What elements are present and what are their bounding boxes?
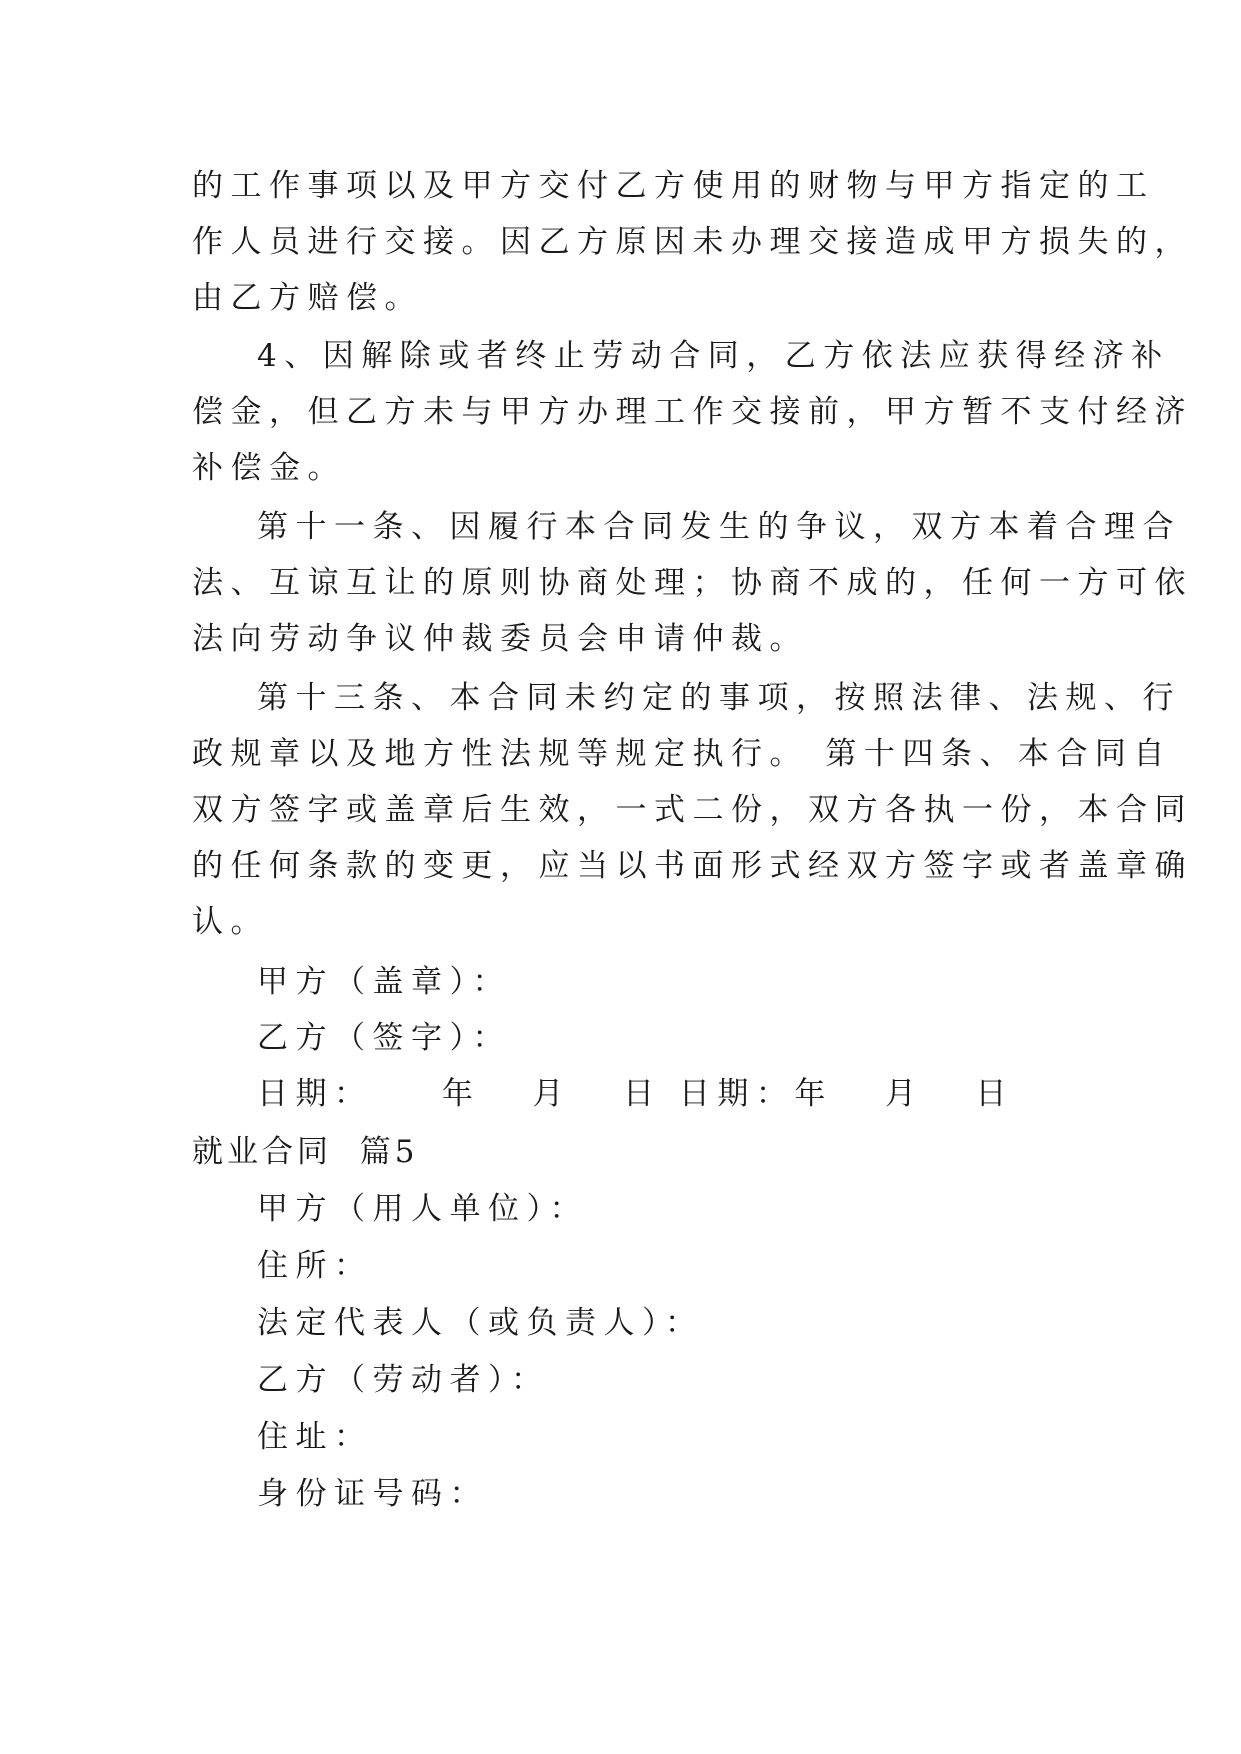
- paragraph-line: 法向劳动争议仲裁委员会申请仲裁。: [192, 621, 808, 657]
- party-a-seal-label: 甲方（盖章）：: [257, 964, 511, 1000]
- employee-address-label: 住址：: [257, 1419, 373, 1455]
- legal-representative-label: 法定代表人（或负责人）：: [257, 1305, 704, 1341]
- paragraph-line: 的工作事项以及甲方交付乙方使用的财物与甲方指定的工: [192, 168, 1155, 204]
- paragraph-line: 的任何条款的变更，应当以书面形式经双方签字或者盖章确: [192, 848, 1193, 884]
- paragraph-line: 第十一条、因履行本合同发生的争议，双方本着合理合: [257, 509, 1181, 545]
- paragraph-line: 政规章以及地方性法规等规定执行。 第十四条、本合同自: [192, 736, 1172, 772]
- paragraph-line: 4、因解除或者终止劳动合同，乙方依法应获得经济补: [257, 338, 1170, 374]
- paragraph-line: 法、互谅互让的原则协商处理；协商不成的，任何一方可依: [192, 565, 1193, 601]
- paragraph-line: 认。: [192, 904, 269, 940]
- paragraph-line: 补偿金。: [192, 450, 346, 486]
- paragraph-line: 作人员进行交接。因乙方原因未办理交接造成甲方损失的，: [192, 224, 1193, 260]
- id-number-label: 身份证号码：: [257, 1476, 488, 1512]
- paragraph-line: 第十三条、本合同未约定的事项，按照法律、法规、行: [257, 680, 1181, 716]
- employer-address-label: 住所：: [257, 1248, 373, 1284]
- paragraph-line: 偿金，但乙方未与甲方办理工作交接前，甲方暂不支付经济: [192, 394, 1193, 430]
- employee-field-label: 乙方（劳动者）：: [257, 1362, 550, 1398]
- paragraph-line: 双方签字或盖章后生效，一式二份，双方各执一份，本合同: [192, 792, 1193, 828]
- signature-date-line: 日期： 年 月 日 日期：年 月 日: [257, 1076, 1015, 1112]
- employer-field-label: 甲方（用人单位）：: [257, 1191, 588, 1227]
- paragraph-line: 由乙方赔偿。: [192, 280, 423, 316]
- party-b-signature-label: 乙方（签字）：: [257, 1020, 511, 1056]
- section-heading: 就业合同 篇5: [192, 1134, 419, 1170]
